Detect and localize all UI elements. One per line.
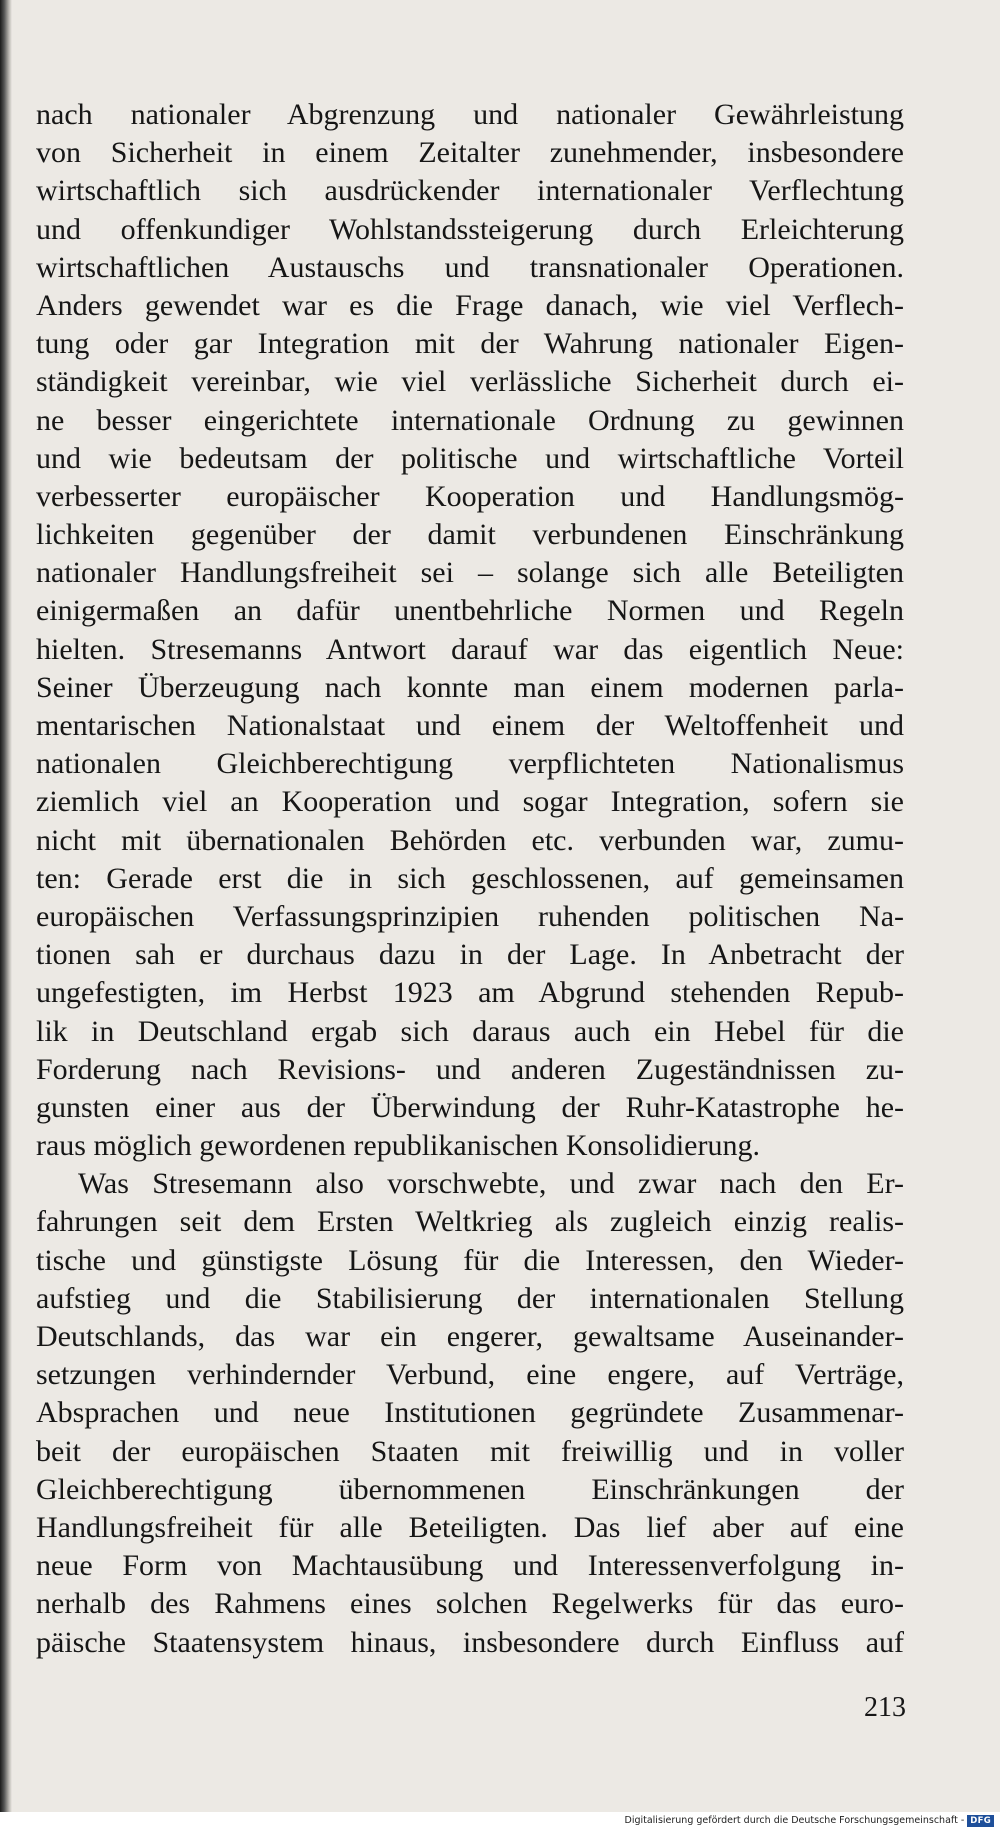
text-line: Absprachen und neue Institutionen gegründete Zusammenar- [36, 1396, 904, 1430]
body-text [36, 96, 904, 1662]
page-number: 213 [864, 1692, 906, 1723]
text-line: ten: Gerade erst die in sich geschlossenen, auf gemeinsamen [36, 861, 904, 895]
text-line: hielten. Stresemanns Antwort darauf war das eigentlich Neue: [36, 632, 904, 666]
text-line: Anders gewendet war es die Frage danach, wie viel Verflech- [36, 288, 904, 322]
text-line: päische Staatensystem hinaus, insbesondere durch Einfluss auf [36, 1625, 904, 1659]
text-line: Gleichberechtigung übernommenen Einschränkungen der [36, 1472, 904, 1506]
footer-credit [625, 1814, 995, 1827]
text-line: beit der europäischen Staaten mit freiwillig und in voller [36, 1434, 904, 1468]
text-line: nicht mit übernationalen Behörden etc. verbunden war, zumu- [36, 823, 904, 857]
text-line: einigermaßen an dafür unentbehrliche Normen und Regeln [36, 594, 904, 628]
text-line: ziemlich viel an Kooperation und sogar Integration, sofern sie [36, 785, 904, 819]
text-line: mentarischen Nationalstaat und einem der Weltoffenheit und [36, 709, 904, 742]
dfg-logo: DFG [967, 1815, 994, 1827]
text-line: ungefestigten, im Herbst 1923 am Abgrund stehenden Repub- [36, 976, 904, 1010]
paragraph-2 [36, 1165, 904, 1661]
text-line: wirtschaftlich sich ausdrückender internationaler Verflechtung [36, 174, 904, 208]
text-line: raus möglich gewordenen republikanischen Konsolidierung. [36, 1129, 760, 1163]
text-line: von Sicherheit in einem Zeitalter zunehmender, insbesondere [36, 136, 904, 170]
text-line: Deutschlands, das war ein engerer, gewaltsame Auseinander- [36, 1320, 904, 1353]
text-line: lichkeiten gegenüber der damit verbundenen Einschränkung [36, 518, 904, 552]
text-line: europäischen Verfassungsprinzipien ruhenden politischen Na- [36, 899, 904, 933]
text-line: ständigkeit vereinbar, wie viel verlässliche Sicherheit durch ei- [36, 365, 904, 399]
text-line: fahrungen seit dem Ersten Weltkrieg als zugleich einzig realis- [36, 1205, 904, 1239]
text-line: Was Stresemann also vorschwebte, und zwar nach den Er- [78, 1167, 904, 1201]
text-line: gunsten einer aus der Überwindung der Ruhr-Katastrophe he- [36, 1090, 904, 1124]
book-spine-shadow [0, 0, 12, 1812]
text-line: verbesserter europäischer Kooperation und Handlungsmög- [36, 479, 904, 513]
text-line: tionen sah er durchaus dazu in der Lage. In Anbetracht der [36, 938, 904, 972]
text-line: wirtschaftlichen Austauschs und transnationaler Operationen. [36, 250, 904, 284]
text-line: ne besser eingerichtete internationale Ordnung zu gewinnen [36, 403, 904, 437]
text-line: und offenkundiger Wohlstandssteigerung durch Erleichterung [36, 212, 904, 246]
text-line: tische und günstigste Lösung für die Interessen, den Wieder- [36, 1243, 904, 1277]
text-line: neue Form von Machtausübung und Interessenverfolgung in- [36, 1549, 904, 1583]
digitization-footer [0, 1812, 1000, 1828]
text-line: lik in Deutschland ergab sich daraus auch ein Hebel für die [36, 1014, 904, 1048]
text-line: Forderung nach Revisions- und anderen Zugeständnissen zu- [36, 1052, 904, 1086]
text-line: nationaler Handlungsfreiheit sei – solange sich alle Beteiligten [36, 556, 904, 590]
text-line: nach nationaler Abgrenzung und nationaler Gewährleistung [36, 98, 904, 131]
text-line: aufstieg und die Stabilisierung der internationalen Stellung [36, 1281, 904, 1315]
text-line: und wie bedeutsam der politische und wirtschaftliche Vorteil [36, 441, 904, 475]
text-line: tung oder gar Integration mit der Wahrung nationaler Eigen- [36, 327, 904, 361]
footer-credit-text: Digitalisierung gefördert durch die Deutsche Forschungsgemeinschaft - [624, 1815, 965, 1826]
text-line: Seiner Überzeugung nach konnte man einem modernen parla- [36, 670, 904, 704]
text-line: setzungen verhindernder Verbund, eine engere, auf Verträge, [36, 1358, 904, 1392]
paragraph-1 [36, 96, 904, 1165]
text-line: nerhalb des Rahmens eines solchen Regelwerks für das euro- [36, 1587, 904, 1621]
text-line: nationalen Gleichberechtigung verpflichteten Nationalismus [36, 747, 904, 781]
text-line: Handlungsfreiheit für alle Beteiligten. Das lief aber auf eine [36, 1510, 904, 1544]
